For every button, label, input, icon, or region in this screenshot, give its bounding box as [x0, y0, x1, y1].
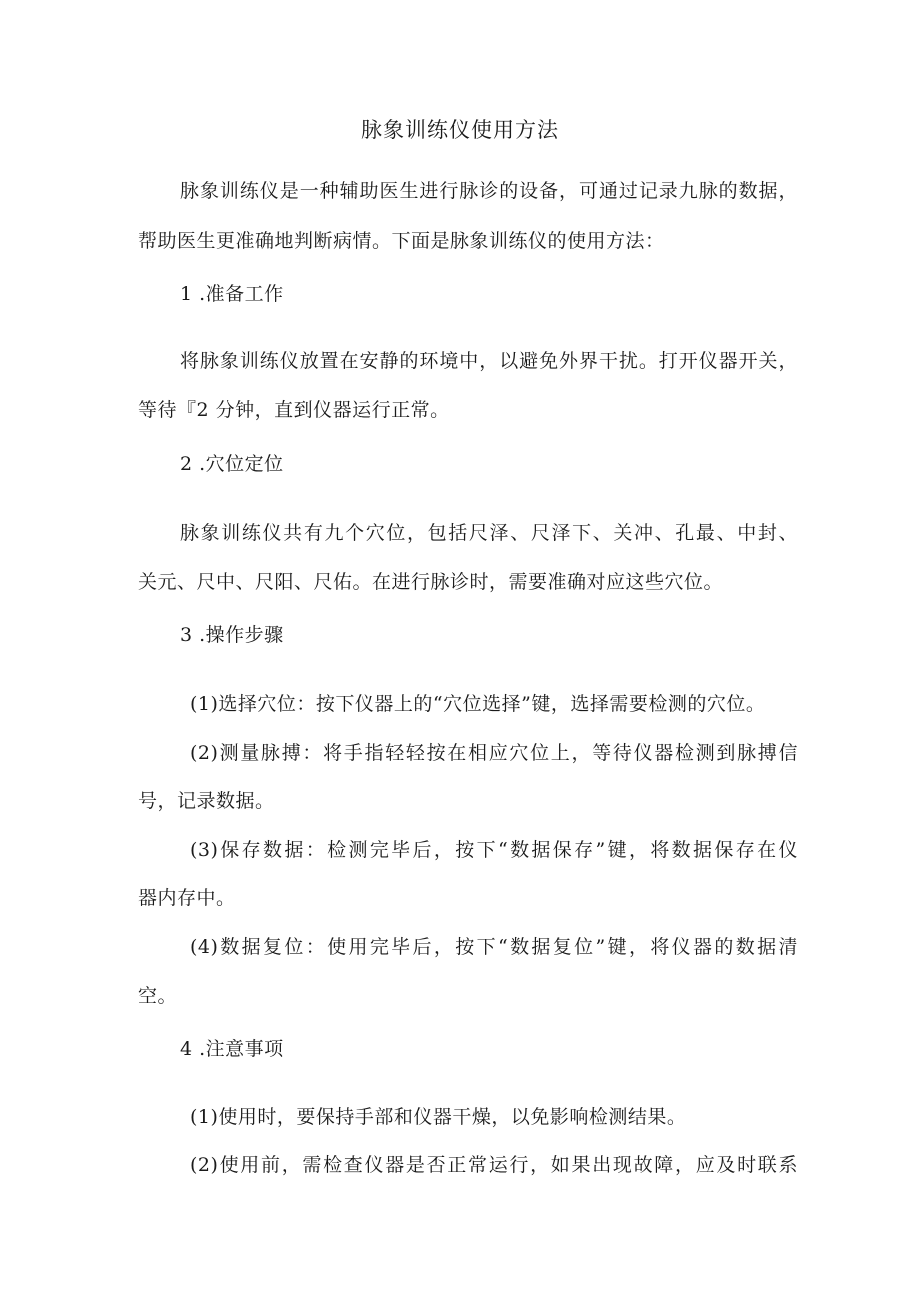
section-1-line-2: 等待『2 分钟，直到仪器运行正常。 — [138, 399, 450, 421]
document-title: 脉象训练仪使用方法 — [361, 118, 559, 142]
step-2-line-2: 号，记录数据。 — [138, 790, 275, 812]
step-3-line-1: (3)保存数据：检测完毕后，按下“数据保存”键，将数据保存在仪 — [190, 839, 798, 861]
section-4-heading: 4 .注意事项 — [180, 1038, 284, 1060]
step-2-line-1: (2)测量脉搏：将手指轻轻按在相应穴位上，等待仪器检测到脉搏信 — [190, 742, 798, 764]
intro-line-2: 帮助医生更准确地判断病情。下面是脉象训练仪的使用方法： — [138, 230, 665, 252]
section-3-heading: 3 .操作步骤 — [180, 624, 284, 646]
section-1-heading: 1 .准备工作 — [180, 283, 284, 305]
step-4-line-1: (4)数据复位：使用完毕后，按下“数据复位”键，将仪器的数据清 — [190, 936, 798, 958]
section-1-line-1: 将脉象训练仪放置在安静的环境中，以避免外界干扰。打开仪器开关， — [180, 350, 798, 372]
step-3-line-2: 器内存中。 — [138, 887, 236, 909]
step-4-line-2: 空。 — [138, 985, 178, 1007]
step-1: (1)选择穴位：按下仪器上的“穴位选择”键，选择需要检测的穴位。 — [190, 693, 766, 715]
note-2-line-1: (2)使用前，需检查仪器是否正常运行，如果出现故障，应及时联系 — [190, 1154, 798, 1176]
intro-line-1: 脉象训练仪是一种辅助医生进行脉诊的设备，可通过记录九脉的数据， — [180, 180, 798, 202]
note-1: (1)使用时，要保持手部和仪器干燥，以免影响检测结果。 — [190, 1106, 687, 1128]
section-2-line-2: 关元、尺中、尺阳、尺佑。在进行脉诊时，需要准确对应这些穴位。 — [138, 571, 724, 593]
section-2-heading: 2 .穴位定位 — [180, 453, 284, 475]
section-2-line-1: 脉象训练仪共有九个穴位，包括尺泽、尺泽下、关冲、孔最、中封、 — [180, 522, 798, 544]
